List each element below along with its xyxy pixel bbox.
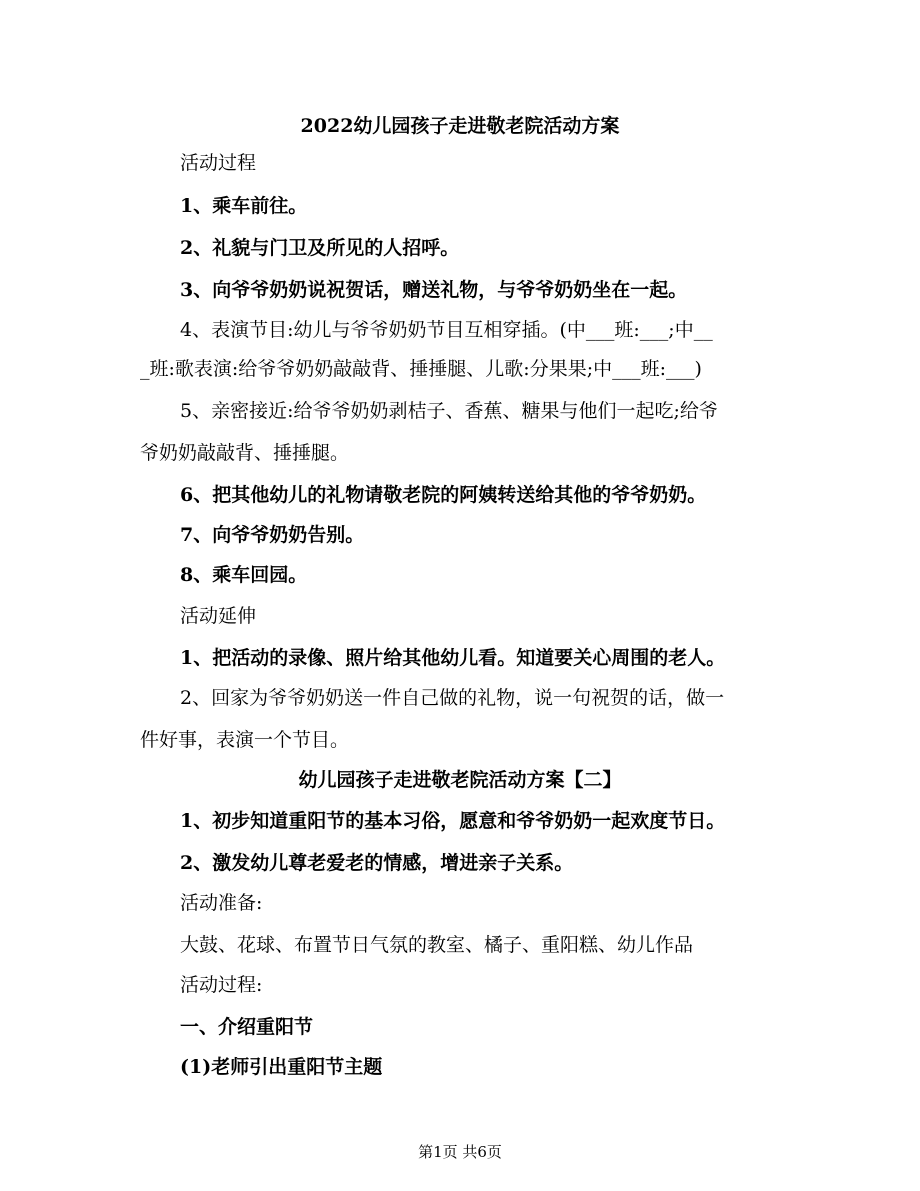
process-step-4-line-2: _班:歌表演:给爷爷奶奶敲敲背、捶捶腿、儿歌:分果果;中___班:___): [140, 358, 702, 380]
heading-activity-preparation: 活动准备:: [180, 892, 263, 914]
process-step-6: 6、把其他幼儿的礼物请敬老院的阿姨转送给其他的爷爷奶奶。: [180, 484, 707, 506]
part-1-sub-item-1: (1)老师引出重阳节主题: [180, 1056, 383, 1078]
process-step-5-line-2: 爷奶奶敲敲背、捶捶腿。: [140, 442, 350, 464]
goal-item-1: 1、初步知道重阳节的基本习俗，愿意和爷爷奶奶一起欢度节日。: [180, 810, 726, 832]
extension-item-1: 1、把活动的录像、照片给其他幼儿看。知道要关心周围的老人。: [180, 647, 726, 669]
process-step-3: 3、向爷爷奶奶说祝贺话，赠送礼物，与爷爷奶奶坐在一起。: [180, 279, 688, 301]
process-step-2: 2、礼貌与门卫及所见的人招呼。: [180, 237, 460, 259]
heading-activity-process: 活动过程: [180, 152, 257, 174]
heading-activity-extension: 活动延伸: [180, 605, 257, 627]
document-title: 2022幼儿园孩子走进敬老院活动方案: [300, 115, 620, 137]
process-step-4-line-1: 4、表演节目:幼儿与爷爷奶奶节目互相穿插。(中___班:___;中__: [180, 319, 713, 341]
process-step-1: 1、乘车前往。: [180, 195, 308, 217]
process-step-5-line-1: 5、亲密接近:给爷爷奶奶剥桔子、香蕉、糖果与他们一起吃;给爷: [180, 400, 718, 422]
process-step-8: 8、乘车回园。: [180, 564, 308, 586]
preparation-items: 大鼓、花球、布置节日气氛的教室、橘子、重阳糕、幼儿作品: [180, 934, 694, 956]
extension-item-2-line-2: 件好事，表演一个节目。: [140, 729, 350, 751]
page-footer: 第1页 共6页: [418, 1143, 502, 1161]
extension-item-2-line-1: 2、回家为爷爷奶奶送一件自己做的礼物，说一句祝贺的话，做一: [180, 687, 725, 709]
process-step-7: 7、向爷爷奶奶告别。: [180, 524, 365, 546]
heading-activity-process-2: 活动过程:: [180, 974, 263, 996]
section-2-title: 幼儿园孩子走进敬老院活动方案【二】: [298, 769, 622, 791]
part-1-heading: 一、介绍重阳节: [180, 1016, 314, 1038]
goal-item-2: 2、激发幼儿尊老爱老的情感，增进亲子关系。: [180, 852, 574, 874]
